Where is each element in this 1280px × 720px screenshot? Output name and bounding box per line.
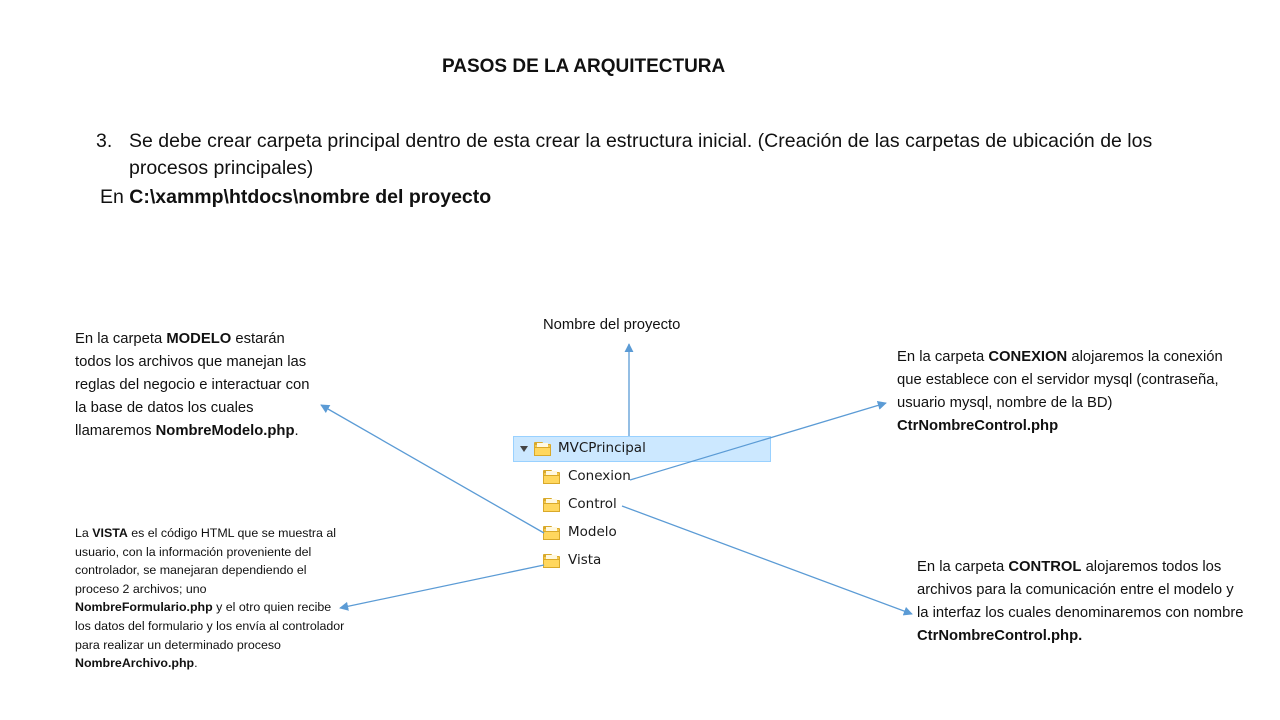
path-value: C:\xammp\htdocs\nombre del proyecto [129,186,492,208]
note-text: . [294,423,299,439]
note-keyword: VISTA [92,526,128,540]
note-text: En la carpeta [897,349,989,365]
arrow-to-modelo [321,405,544,533]
note-keyword: MODELO [166,331,232,347]
tree-item-label: Modelo [568,524,617,540]
path-prefix: En [100,186,130,208]
note-text: La [75,526,93,540]
note-keyword: CONTROL [1008,559,1082,575]
arrow-to-control [622,506,912,614]
tree-item-label: Conexion [568,468,631,484]
page-title: PASOS DE LA ARQUITECTURA [442,56,726,77]
tree-item-label: Control [568,496,617,512]
note-text: En la carpeta [75,331,167,347]
note-text: alojaremos la conexión que establece con el servidor mysql (contraseña, usuario mysql, nombre de la BD) [897,349,1223,411]
note-text: estarán todos los archivos que manejan las reglas del negocio e interactuar con la base de datos los cuales llamaremos [75,331,310,439]
note-filename: CtrNombreControl.php [897,418,1059,434]
note-filename: NombreModelo.php [155,423,295,439]
note-text: alojaremos todos los archivos para la comunicación entre el modelo y la interfaz los cuales denominaremos con nombre [917,559,1244,621]
note-filename: NombreArchivo.php [75,656,195,671]
note-project-name: Nombre del proyecto [543,317,681,333]
note-filename: CtrNombreControl.php. [917,628,1083,644]
step-text: Se debe crear carpeta principal dentro de esta crear la estructura inicial. (Creación de las carpetas de ubicación de los procesos principales) [129,130,1153,179]
note-text: En la carpeta [917,559,1009,575]
arrow-to-conexion [630,403,886,480]
note-keyword: CONEXION [988,349,1068,365]
note-text: y el otro quien recibe los datos del formulario y los envía al controlador para realizar un determinado proceso [75,600,345,652]
note-text: es el código HTML que se muestra al usuario, con la información proveniente del controlador, se manejaran dependiendo el proceso 2 archivos; uno [75,526,337,596]
note-text: . [194,656,198,671]
step-number: 3. [96,130,113,152]
tree-root-label: MVCPrincipal [558,440,646,456]
tree-item-label: Vista [568,552,602,568]
arrow-to-vista [340,565,544,608]
note-filename: NombreFormulario.php [75,600,213,615]
